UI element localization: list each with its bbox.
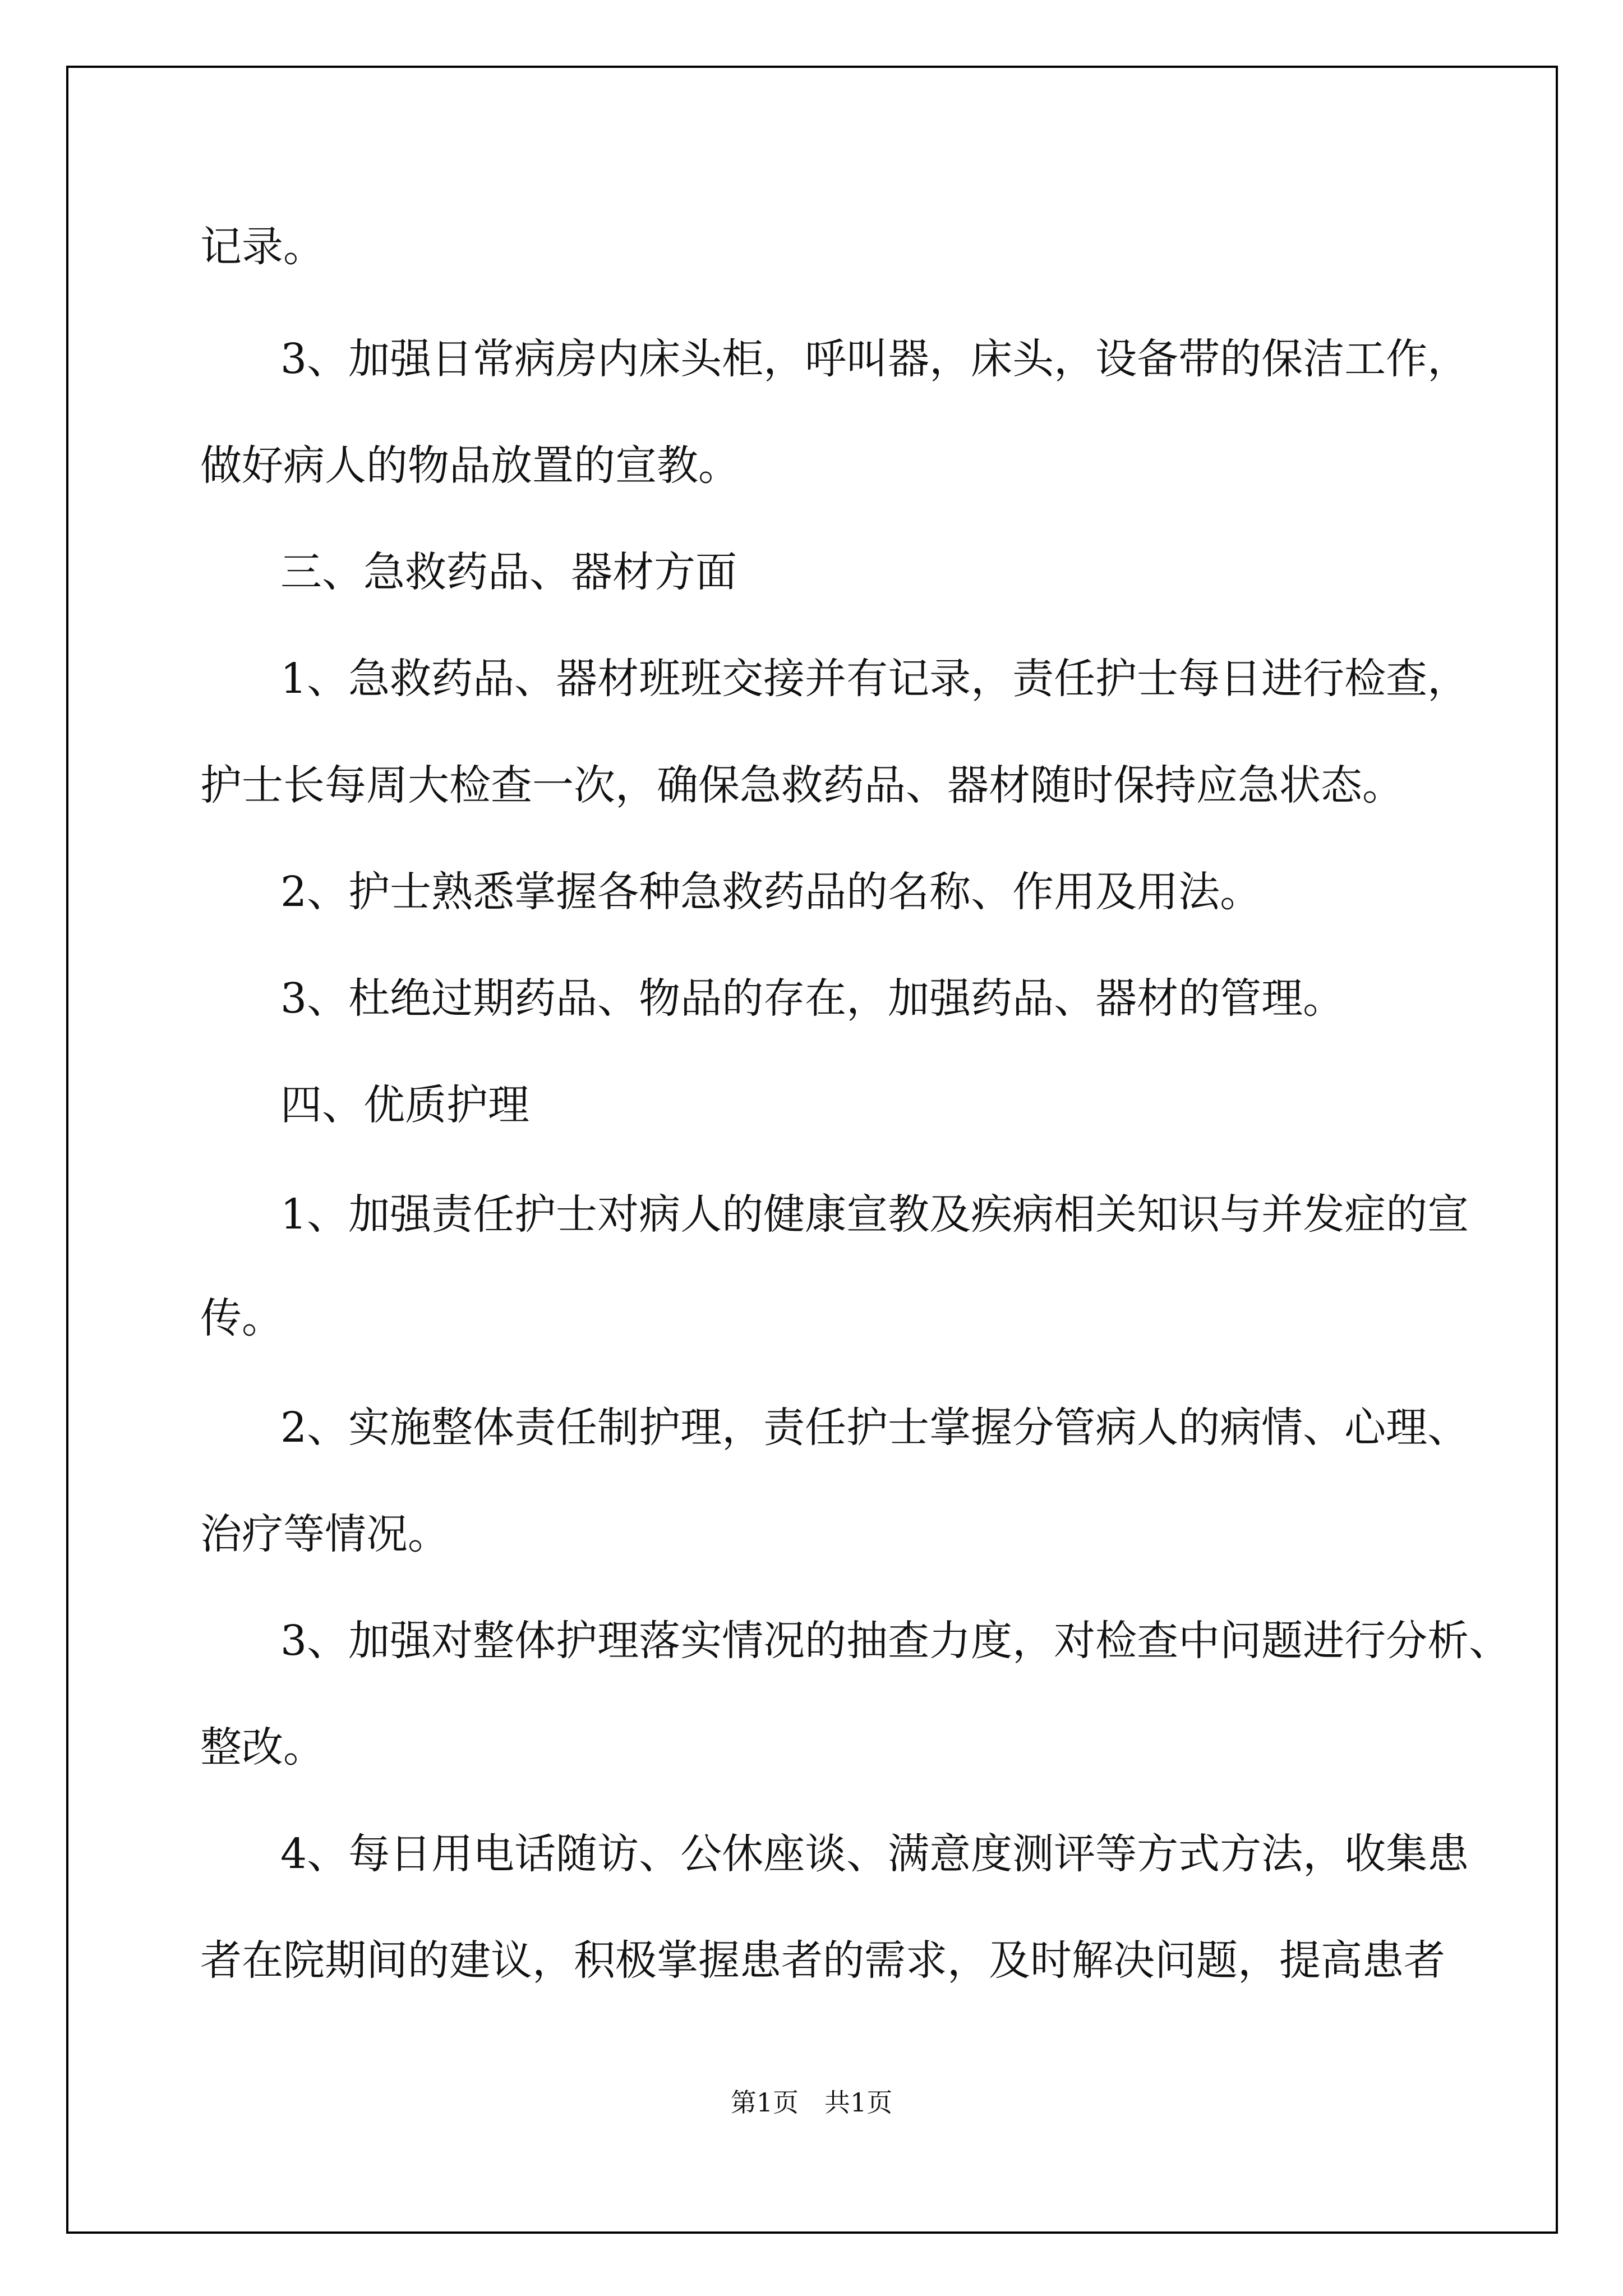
text-line-08: 3、杜绝过期药品、物品的存在，加强药品、器材的管理。 bbox=[280, 974, 1345, 1023]
text-line-03: 做好病人的物品放置的宣教。 bbox=[200, 441, 740, 490]
text-line-05: 1、急救药品、器材班班交接并有记录，责任护士每日进行检查， bbox=[280, 655, 1469, 703]
text-line-14: 3、加强对整体护理落实情况的抽查力度，对检查中问题进行分析、 bbox=[280, 1617, 1511, 1665]
text-line-06: 护士长每周大检查一次，确保急救药品、器材随时保持应急状态。 bbox=[200, 761, 1404, 809]
text-line-17: 者在院期间的建议，积极掌握患者的需求，及时解决问题，提高患者 bbox=[200, 1936, 1445, 1985]
section-heading-4: 四、优质护理 bbox=[280, 1081, 529, 1129]
text-line-16: 4、每日用电话随访、公休座谈、满意度测评等方式方法，收集患 bbox=[280, 1830, 1469, 1878]
text-line-15: 整改。 bbox=[200, 1723, 325, 1772]
text-line-01: 记录。 bbox=[200, 223, 325, 271]
section-heading-3: 三、急救药品、器材方面 bbox=[280, 548, 737, 596]
text-line-12: 2、实施整体责任制护理，责任护士掌握分管病人的病情、心理、 bbox=[280, 1404, 1469, 1452]
text-line-10: 1、加强责任护士对病人的健康宣教及疾病相关知识与并发症的宣 bbox=[280, 1190, 1469, 1239]
text-line-13: 治疗等情况。 bbox=[200, 1510, 449, 1558]
text-line-07: 2、护士熟悉掌握各种急救药品的名称、作用及用法。 bbox=[280, 868, 1262, 916]
page-border bbox=[66, 66, 1558, 2234]
text-line-02: 3、加强日常病房内床头柜，呼叫器，床头，设备带的保洁工作， bbox=[280, 335, 1469, 383]
text-line-11: 传。 bbox=[200, 1294, 283, 1342]
page-footer: 第1页 共1页 bbox=[730, 2087, 893, 2118]
